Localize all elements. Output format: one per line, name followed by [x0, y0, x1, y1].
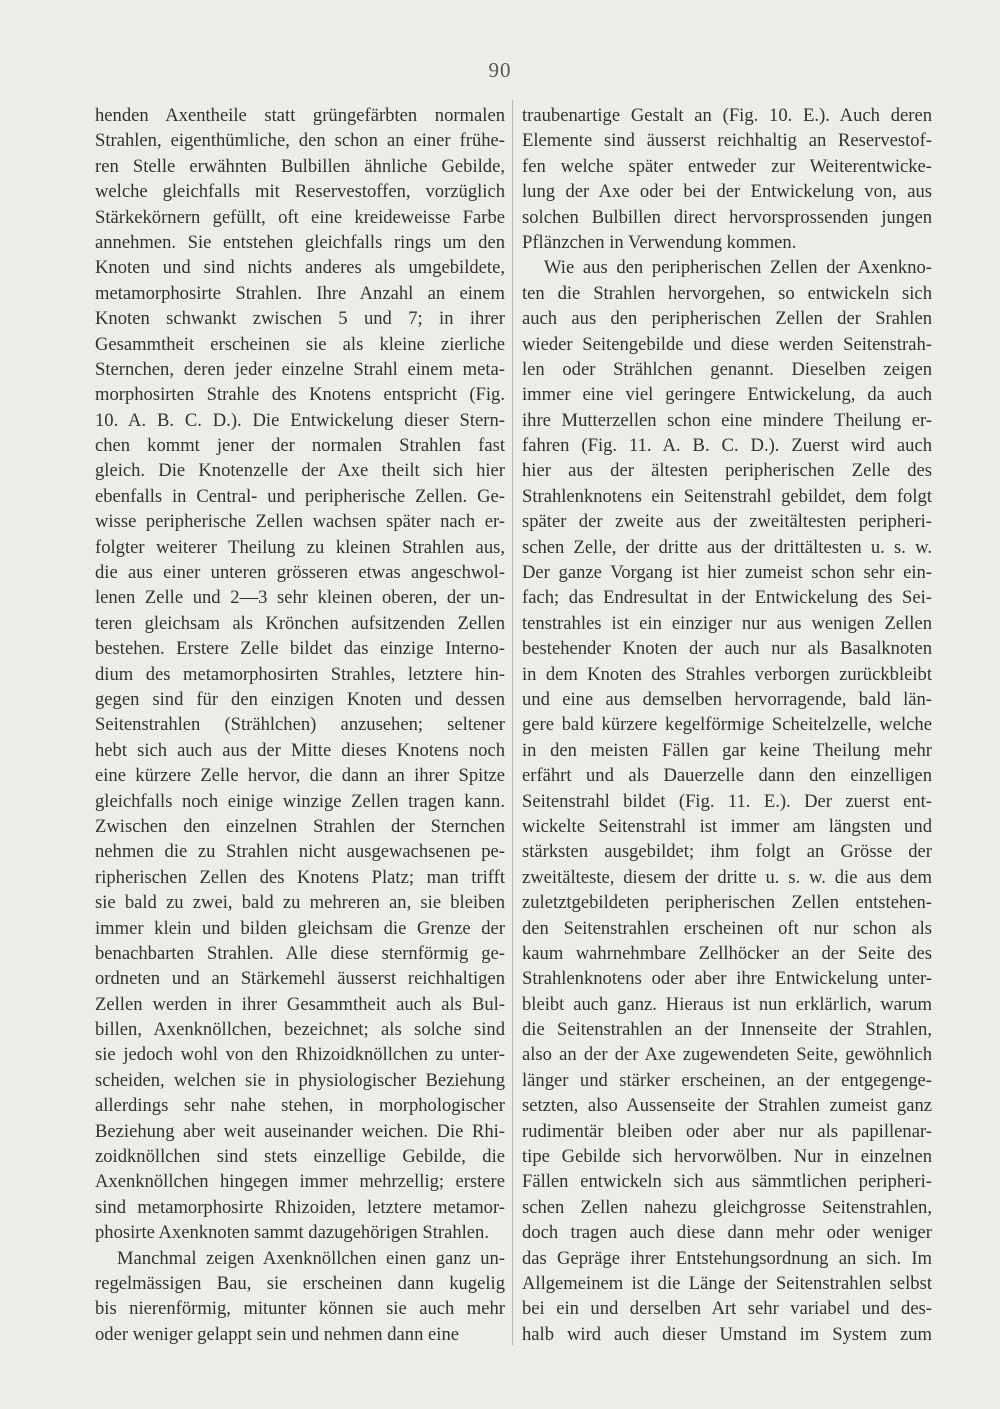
text-line: solchen Bulbillen direct hervorsprossenden jungen [522, 206, 932, 228]
text-line: len oder Strählchen genannt. Dieselben zeigen [522, 358, 932, 380]
text-line: morphosirten Strahle des Knotens entspricht (Fig. [95, 384, 505, 406]
text-line: sie jedoch wohl von den Rhizoidknöllchen zu unter- [95, 1044, 505, 1066]
text-line: den Seitenstrahlen erscheinen oft nur schon als [522, 917, 932, 939]
text-line: immer eine viel geringere Entwickelung, da auch [522, 384, 932, 406]
text-line: Beziehung aber weit auseinander weichen. Die Rhi- [95, 1120, 505, 1142]
text-line: später der zweite aus der zweitältesten peripheri- [522, 511, 932, 533]
text-line: nehmen die zu Strahlen nicht ausgewachsenen pe- [95, 841, 505, 863]
text-line: Strahlen, eigenthümliche, den schon an einer frühe- [95, 130, 505, 152]
text-line: Strahlenknotens ein Seitenstrahl gebildet, dem folgt [522, 485, 932, 507]
text-line: regelmässigen Bau, sie erscheinen dann kugelig [95, 1272, 505, 1294]
text-line: rudimentär bleiben oder aber nur als papillenar- [522, 1120, 932, 1142]
text-line: Pflänzchen in Verwendung kommen. [522, 231, 797, 253]
text-line: auch aus den peripherischen Zellen der Srahlen [522, 308, 932, 330]
text-line: hier aus der ältesten peripherischen Zelle des [522, 460, 932, 482]
text-line: gere bald kürzere kegelförmige Scheitelzelle, welche [522, 714, 932, 736]
text-line: doch tragen auch diese dann mehr oder weniger [522, 1222, 932, 1244]
text-line: zweitälteste, diesem der dritte u. s. w. die aus dem [522, 866, 932, 888]
text-line: Sternchen, deren jeder einzelne Strahl einem meta- [95, 358, 505, 380]
text-line: dium des metamorphosirten Strahles, letztere hin- [95, 663, 505, 685]
text-line: ihre Mutterzellen schon eine mindere Theilung er- [522, 409, 932, 431]
text-line: die Seitenstrahlen an der Innenseite der Strahlen, [522, 1019, 932, 1041]
text-line: Fällen entwickeln sich aus sämmtlichen peripheri- [522, 1171, 932, 1193]
text-line: Zellen werden in ihrer Gesammtheit auch als Bul- [95, 993, 505, 1015]
text-line: Zwischen den einzelnen Strahlen der Sternchen [95, 815, 505, 837]
text-line: sind metamorphosirte Rhizoiden, letztere metamor- [95, 1196, 505, 1218]
text-line: welche gleichfalls mit Reservestoffen, vorzüglich [95, 181, 505, 203]
text-line: phosirte Axenknoten sammt dazugehörigen Strahlen. [95, 1222, 489, 1244]
text-line: ten die Strahlen hervorgehen, so entwickeln sich [522, 282, 932, 304]
text-line: Wie aus den peripherischen Zellen der Axenkno- [544, 257, 932, 279]
text-line: in dem Knoten des Strahles verborgen zurückbleibt [522, 663, 932, 685]
text-line: fen welche später entweder zur Weiterentwicke- [522, 155, 932, 177]
text-line: das Gepräge ihrer Entstehungsordnung an sich. Im [522, 1247, 932, 1269]
text-line: ren Stelle erwähnten Bulbillen ähnliche Gebilde, [95, 155, 505, 177]
text-line: länger und stärker erscheinen, an der entgegenge- [522, 1069, 932, 1091]
text-line: Stärkekörnern gefüllt, oft eine kreideweisse Farbe [95, 206, 505, 228]
text-line: wieder Seitengebilde und diese werden Seitenstrah- [522, 333, 932, 355]
page-number: 90 [488, 58, 512, 82]
text-line: stärksten ausgebildet; ihm folgt an Grösse der [522, 841, 932, 863]
text-line: gleich. Die Knotenzelle der Axe theilt sich hier [95, 460, 505, 482]
text-line: gegen sind für den einzigen Knoten und dessen [95, 688, 505, 710]
text-line: Elemente sind äusserst reichhaltig an Reservestof- [522, 130, 932, 152]
text-line: Der ganze Vorgang ist hier zumeist schon sehr ein- [522, 562, 932, 584]
text-line: also an der der Axe zugewendeten Seite, gewöhnlich [522, 1044, 932, 1066]
text-line: erfährt und als Dauerzelle dann den einzelligen [522, 765, 932, 787]
text-line: folgter weiterer Theilung zu kleinen Strahlen aus, [95, 536, 505, 558]
text-line: wickelte Seitenstrahl ist immer am längsten und [522, 815, 932, 837]
text-line: annehmen. Sie entstehen gleichfalls rings um den [95, 231, 505, 253]
text-line: hebt sich auch aus der Mitte dieses Knotens noch [95, 739, 505, 761]
text-line: bestehen. Erstere Zelle bildet das einzige Interno- [95, 638, 505, 660]
text-line: bei ein und derselben Art sehr variabel und des- [522, 1298, 932, 1320]
text-line: Allgemeinem ist die Länge der Seitenstrahlen selbst [522, 1272, 932, 1294]
text-line: chen kommt jener der normalen Strahlen fast [95, 435, 505, 457]
text-line: Knoten und sind nichts anderes als umgebildete, [95, 257, 505, 279]
text-line: allerdings sehr nahe stehen, in morphologischer [95, 1095, 505, 1117]
text-line: oder weniger gelappt sein und nehmen dann eine [95, 1323, 460, 1345]
text-line: wisse peripherische Zellen wachsen später nach er- [95, 511, 505, 533]
text-line: teren gleichsam als Krönchen aufsitzenden Zellen [95, 612, 505, 634]
column-divider [512, 100, 513, 1345]
left-column [95, 103, 505, 1347]
text-line: ebenfalls in Central- und peripherische Zellen. Ge- [95, 485, 505, 507]
text-line: die aus einer unteren grösseren etwas angeschwol- [95, 562, 505, 584]
text-line: Gesammtheit erscheinen sie als kleine zierliche [95, 333, 505, 355]
text-line: Axenknöllchen hingegen immer mehrzellig; erstere [95, 1171, 505, 1193]
text-line: sie bald zu zwei, bald zu mehreren an, sie bleiben [95, 892, 505, 914]
text-line: Strahlenknotens oder aber ihre Entwickelung unter- [522, 968, 932, 990]
text-line: immer klein und bilden gleichsam die Grenze der [95, 917, 505, 939]
text-line: 10. A. B. C. D.). Die Entwickelung dieser Stern- [95, 409, 505, 431]
text-line: billen, Axenknöllchen, bezeichnet; als solche sind [95, 1019, 505, 1041]
text-line: Knoten schwankt zwischen 5 und 7; in ihrer [95, 308, 505, 330]
text-line: setzten, also Aussenseite der Strahlen zumeist ganz [522, 1095, 932, 1117]
text-line: Manchmal zeigen Axenknöllchen einen ganz un- [117, 1247, 505, 1269]
text-line: Seitenstrahlen (Strählchen) anzusehen; seltener [95, 714, 505, 736]
text-line: lung der Axe oder bei der Entwickelung von, aus [522, 181, 932, 203]
text-line: gleichfalls noch einige winzige Zellen tragen kann. [95, 790, 505, 812]
text-line: fach; das Endresultat in der Entwickelung des Sei- [522, 587, 932, 609]
text-line: zoidknöllchen sind stets einzellige Gebilde, die [95, 1146, 505, 1168]
text-line: halb wird auch dieser Umstand im System zum [522, 1323, 932, 1345]
text-line: ripherischen Zellen des Knotens Platz; man trifft [95, 866, 505, 888]
text-line: kaum wahrnehmbare Zellhöcker an der Seite des [522, 942, 932, 964]
text-line: bis nierenförmig, mitunter können sie auch mehr [95, 1298, 505, 1320]
right-column [522, 103, 932, 1347]
text-line: fahren (Fig. 11. A. B. C. D.). Zuerst wird auch [522, 435, 932, 457]
text-line: metamorphosirte Strahlen. Ihre Anzahl an einem [95, 282, 505, 304]
text-line: traubenartige Gestalt an (Fig. 10. E.). Auch deren [522, 105, 932, 126]
text-line: benachbarten Strahlen. Alle diese sternförmig ge- [95, 942, 505, 964]
text-line: zuletztgebildeten peripherischen Zellen entstehen- [522, 892, 932, 914]
text-line: schen Zellen nahezu gleichgrosse Seitenstrahlen, [522, 1196, 932, 1218]
text-line: bestehender Knoten der auch nur als Basalknoten [522, 638, 932, 660]
text-line: in den meisten Fällen gar keine Theilung mehr [522, 739, 932, 761]
text-line: und eine aus demselben hervorragende, bald län- [522, 688, 932, 710]
text-line: bleibt auch ganz. Hieraus ist nun erklärlich, warum [522, 993, 932, 1015]
text-line: ordneten und an Stärkemehl äusserst reichhaltigen [95, 968, 505, 990]
text-line: schen Zelle, der dritte aus der drittältesten u. s. w. [522, 536, 932, 558]
text-line: Seitenstrahl bildet (Fig. 11. E.). Der zuerst ent- [522, 790, 932, 812]
text-line: eine kürzere Zelle hervor, die dann an ihrer Spitze [95, 765, 505, 787]
text-line: tipe Gebilde sich hervorwölben. Nur in einzelnen [522, 1146, 932, 1168]
text-line: lenen Zelle und 2—3 sehr kleinen oberen, der un- [95, 587, 505, 609]
text-line: scheiden, welchen sie in physiologischer Beziehung [95, 1069, 505, 1091]
text-line: henden Axentheile statt grüngefärbten normalen [95, 105, 505, 126]
text-line: tenstrahles ist ein einziger nur aus wenigen Zellen [522, 612, 932, 634]
